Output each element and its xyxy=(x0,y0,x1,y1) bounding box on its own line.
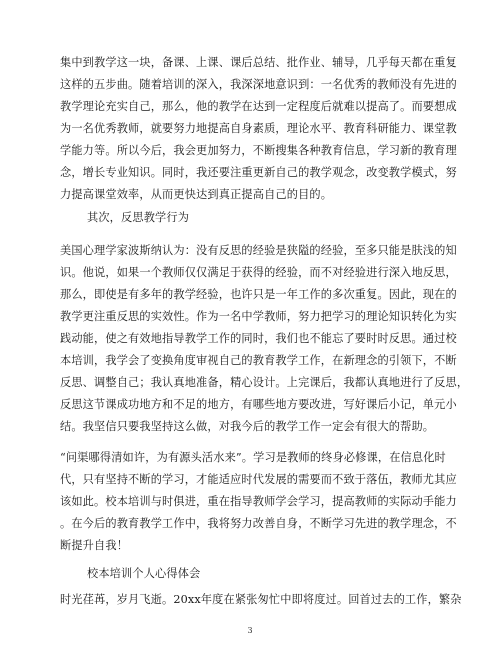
paragraph-line: 断提升自我！ xyxy=(60,539,129,552)
paragraph-line: 代，只有坚持不断的学习，才能适应时代发展的需要而不致于落伍，教师尤其应 xyxy=(60,473,457,486)
paragraph-line: 本培训，我学会了变换角度审视自己的教育教学工作，在新理念的引领下，不断 xyxy=(60,354,457,367)
section-heading: 校本培训个人心得体会 xyxy=(87,567,201,580)
paragraph-line: 教学理论充实自己，那么，他的教学在达到一定程度后就难以提高了。而要想成 xyxy=(60,100,457,113)
paragraph-line: 美国心理学家波斯纳认为：没有反思的经验是狭隘的经验，至多只能是肤浅的知 xyxy=(60,244,457,257)
paragraph-line: 识。他说，如果一个教师仅仅满足于获得的经验，而不对经验进行深入地反思， xyxy=(60,266,457,279)
section-heading: 其次，反思教学行为 xyxy=(87,211,190,224)
paragraph-line: “问渠哪得清如许，为有源头活水来”。学习是教师的终身必修课，在信息化时 xyxy=(60,451,446,464)
paragraph-line: 学能力等。所以今后，我会更加努力，不断搜集各种教育信息，学习新的教育理 xyxy=(60,144,457,157)
paragraph-line: 结。我坚信只要我坚持这么做，对我今后的教学工作一定会有很大的帮助。 xyxy=(60,420,435,433)
paragraph-line: 力提高课堂效率，从而更快达到真正提高自己的目的。 xyxy=(60,188,333,201)
paragraph-line: 这样的五步曲。随着培训的深入，我深深地意识到：一名优秀的教师没有先进的 xyxy=(60,78,457,91)
paragraph-line: 教学更注重反思的实效性。作为一名中学教师，努力把学习的理论知识转化为实 xyxy=(60,310,457,323)
paragraph-line: 时光荏苒，岁月飞逝。20xx年度在紧张匆忙中即将度过。回首过去的工作，繁杂 xyxy=(60,593,462,606)
paragraph-line: 那么，即使是有多年的教学经验，也许只是一年工作的多次重复。因此，现在的 xyxy=(60,288,457,301)
paragraph-line: 念，增长专业知识。同时，我还要注重更新自己的教学观念，改变教学模式，努 xyxy=(60,166,457,179)
paragraph-line: 反思、调整自己；我认真地准备，精心设计。上完课后，我都认真地进行了反思， xyxy=(60,376,469,389)
paragraph-line: 为一名优秀教师，就要努力地提高自身素质，理论水平、教育科研能力、课堂教 xyxy=(60,122,457,135)
paragraph-line: 集中到教学这一块，备课、上课、课后总结、批作业、辅导，几乎每天都在重复 xyxy=(60,56,457,69)
paragraph-line: 该如此。校本培训与时俱进，重在指导教师学会学习，提高教师的实际动手能力 xyxy=(60,495,457,508)
paragraph-line: 反思这节课成功地方和不足的地方，有哪些地方要改进，写好课后小记，单元小 xyxy=(60,398,457,411)
paragraph-line: 践动能，使之有效地指导教学工作的同时，我们也不能忘了要时时反思。通过校 xyxy=(60,332,457,345)
paragraph-line: 。在今后的教育教学工作中，我将努力改善自身，不断学习先进的教学理念，不 xyxy=(60,517,457,530)
page-number: 3 xyxy=(247,626,253,635)
